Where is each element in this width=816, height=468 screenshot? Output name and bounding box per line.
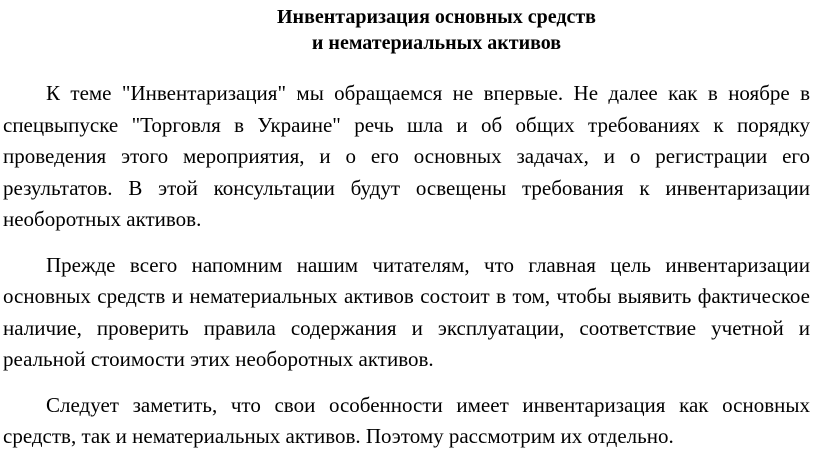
paragraph-specifics: Следует заметить, что свои особенности имеет инвентаризация как основных средств, так и нематериальных активов. Поэтому рассмотрим их отдельно.: [3, 392, 810, 448]
title-line-1: Инвентаризация основных средств: [277, 6, 596, 28]
paragraph-goal: Прежде всего напомним нашим читателям, что главная цель инвентаризации основных средств и нематериальных активов состоит в том, чтобы выявить фактическое наличие, проверить правила содержания и эксплуатации, соответствие учетной и реальной стоимости этих необоротных активов.: [3, 252, 810, 371]
document-title: [3, 4, 810, 56]
paragraph-intro: К теме "Инвентаризация" мы обращаемся не впервые. Не далее как в ноябре в спецвыпуске "Торговля в Украине" речь шла и об общих требованиях к порядку проведения этого мероприятия, и о его основных задачах, и о регистрации его результатов. В этой консультации будут освещены требования к инвентаризации необоротных активов.: [3, 81, 810, 231]
title-line-2: и нематериальных активов: [311, 32, 562, 54]
